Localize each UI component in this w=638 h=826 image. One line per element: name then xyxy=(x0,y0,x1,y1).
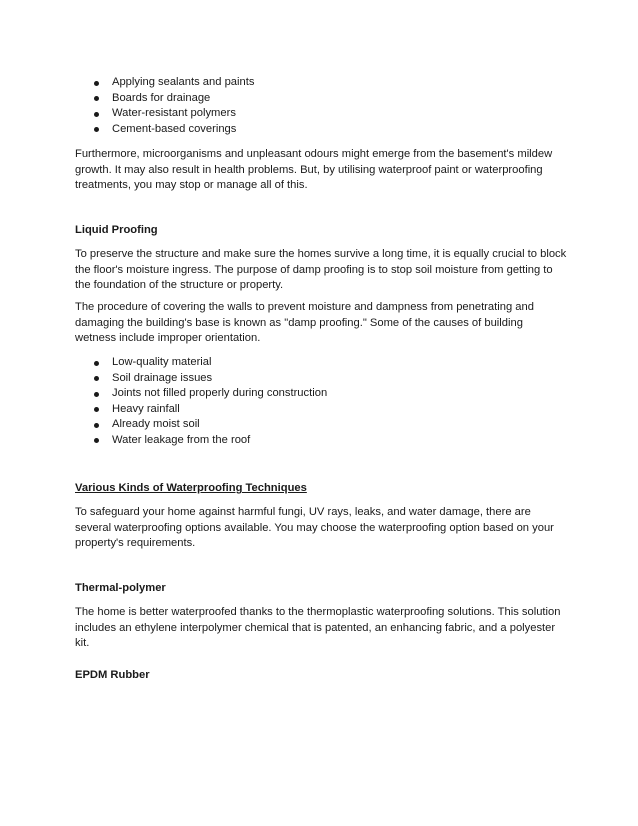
list-item: Cement-based coverings xyxy=(88,122,568,138)
heading-thermal-polymer: Thermal-polymer xyxy=(75,582,166,594)
wetness-causes-list xyxy=(88,355,568,449)
list-item: Water leakage from the roof xyxy=(88,433,568,449)
list-item: Already moist soil xyxy=(88,417,568,433)
list-item: Boards for drainage xyxy=(88,91,568,107)
heading-liquid-proofing: Liquid Proofing xyxy=(75,224,158,236)
paragraph-moisture-ingress: To preserve the structure and make sure the homes survive a long time, it is equally crucial to block the floor's moisture ingress. The purpose of damp proofing is to stop soil moisture from getting to the foundation of the structure or property. xyxy=(75,248,567,292)
heading-epdm-rubber: EPDM Rubber xyxy=(75,669,150,681)
list-item: Low-quality material xyxy=(88,355,568,371)
paragraph-thermoplastic: The home is better waterproofed thanks to the thermoplastic waterproofing solutions. This solution includes an ethylene interpolymer chemical that is patented, an enhancing fabric, and a polyester kit. xyxy=(75,606,561,650)
list-item: Heavy rainfall xyxy=(88,402,568,418)
list-item: Water-resistant polymers xyxy=(88,106,568,122)
list-item: Joints not filled properly during construction xyxy=(88,386,568,402)
list-item: Soil drainage issues xyxy=(88,371,568,387)
waterproofing-methods-list xyxy=(88,75,568,137)
heading-various-kinds: Various Kinds of Waterproofing Techniques xyxy=(75,482,307,494)
paragraph-mildew: Furthermore, microorganisms and unpleasant odours might emerge from the basement's mildew growth. It may also result in health problems. But, by utilising waterproof paint or waterproofing treatments, you may stop or manage all of this. xyxy=(75,148,553,192)
list-item: Applying sealants and paints xyxy=(88,75,568,91)
paragraph-damp-proofing: The procedure of covering the walls to prevent moisture and dampness from penetrating and damaging the building's base is known as "damp proofing." Some of the causes of building wetness include improper orientation. xyxy=(75,301,534,345)
paragraph-waterproofing-options: To safeguard your home against harmful fungi, UV rays, leaks, and water damage, there are several waterproofing options available. You may choose the waterproofing option based on your property's requirements. xyxy=(75,506,554,550)
